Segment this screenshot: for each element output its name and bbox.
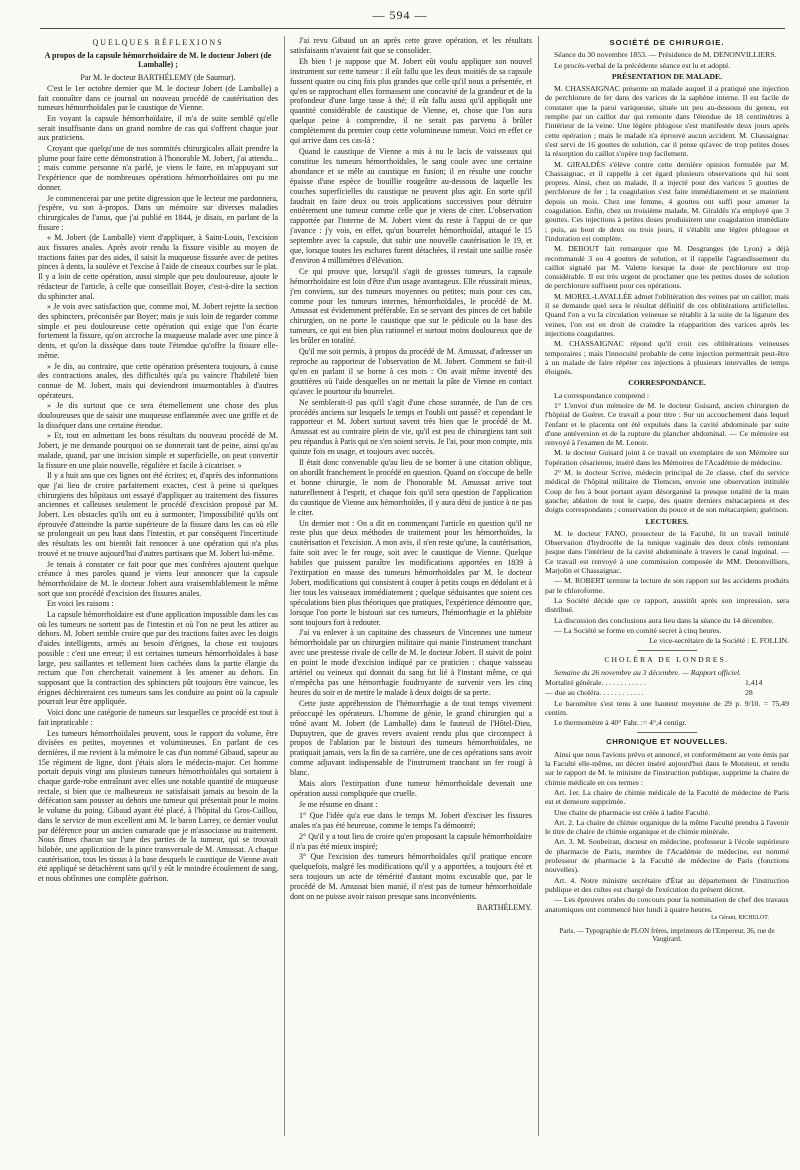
paragraph: En voyant la capsule hémorrhoïdaire, il m'a de suite semblé qu'elle serait insuffisante dans un grand nombre de cas qui s'offrent chaque jour aux praticiens. <box>38 113 278 143</box>
paragraph: La correspondance comprend : <box>554 390 649 400</box>
paragraph: M. le docteur Guisard joint à ce travail un exemplaire de son Mémoire sur l'opération césarienne, inséré dans les Mémoires de l'Académie de médecine. <box>545 448 789 467</box>
paragraph: Le baromètre s'est tenu à une hauteur moyenne de 29 p. 9/10. = 75,49 centim. <box>545 698 789 717</box>
paragraph: M. GIRALDÈS s'élève contre cette dernière opinion formulée par M. Chassaignac, et il rappelle à cet égard plusieurs observations qui lui sont propres. Ainsi, chez un malade, il a injecté pour des varices 5 gouttes de perchlorure de fer ; la coagulation s'est faite immédiatement et se maintient depuis un mois. Chez une femme, 4 gouttes ont suffi pour amener la coagulation. Enfin, chez un troisième malade, M. Giraldès n'a employé que 3 gouttes. Ces injections à petites doses produisirent une coagulation immédiate ; puis, au bout de deux ou trois jours, il s'établit une légère phlogose et l'induration est complète. <box>545 159 789 243</box>
paragraph: M. MOREL-LAVALLÉE admet l'oblitération des veines par un caillot; mais il se demande quel sera le résultat définitif de ces oblitérations artificielles. Quand l'on a vu la circulation veineuse se rétablir à la suite de la ligature des veines, l'on est en droit de craindre la réapparition des varices après les injections coagulantes. <box>545 291 789 338</box>
paragraph: — La Société se forme en comité secret à cinq heures. <box>554 625 722 635</box>
section-rule <box>637 732 697 733</box>
paragraph: Je tenais à constater ce fait pour que mes confrères ajoutent quelque créance à mes paroles quand je viens leur annoncer que la capsule hémorrhoïdaire de M. le docteur Jobert aura vraisemblablement le même sort que son procédé d'excision des fissures anales. <box>38 559 278 598</box>
column-1 <box>38 36 278 1144</box>
section-heading-presentation: PRÉSENTATION DE MALADE. <box>611 71 723 81</box>
paragraph: Il y a huit ans que ces lignes ont été écrites; et, d'après des informations que j'ai lieu de croire parfaitement exactes, c'est à peine si quelques chirurgiens des hôpitaux ont essayé d'appliquer au traitement des fissures anciennes et calleuses seulement le procédé d'excision proposé par M. Jobert. Les obstacles qu'ils ont eu à surmonter, l'impossibilité qu'ils ont éprouvée d'atteindre la partie supérieure de la fissure dans les cas où elle se prolongeait un peu haut dans l'intestin, et par conséquent l'incertitude des résultats les ont bientôt fait renoncer à une opération qui n'a plus trouvé et ne trouve aujourd'hui d'autres partisans que M. Jobert lui-même. <box>38 471 278 558</box>
paragraph: Ainsi que nous l'avions prévu et annoncé, et conformément au vote émis par la Faculté elle-même, un décret inséré aujourd'hui dans le Moniteur, et rendu sur le rapport de M. le ministre de l'instruction publique, supprime la chaire de chimie médicale en ces termes : <box>545 749 789 787</box>
paragraph: Quand le caustique de Vienne a mis à nu le lacis de vaisseaux qui constitue les tumeurs hémorrhoïdales, le sang coule avec une certaine abondance et se mêle au caustique en fusion; il en résulte une couche épaisse d'une espèce de bouillie rougeâtre au-dessous de laquelle les couches superficielles du caustique ne peuvent plus agir. En sorte qu'il faudrait en faire deux ou trois applications successives pour détruire entièrement une tumeur comme celle que je viens de citer. L'observation rapportée par l'interne de M. Jobert vient du reste à l'appui de ce que j'avance : j'y vois, en effet, qu'un bourrelet hémorrhoïdal, attaqué le 15 septembre avec la capsule, dut subir une nouvelle cautérisation le 19, et que, lorsque toutes les eschares furent détachées, il restait une saillie rosée d'environ 4 millimètres d'élévation. <box>290 146 532 265</box>
paragraph: 1° Que l'idée qu'a eue dans le temps M. Jobert d'exciser les fissures anales n'a pas été heureuse, comme le temps l'a démontré; <box>290 810 532 830</box>
paragraph: « M. Jobert (de Lamballe) vient d'appliquer, à Saint-Louis, l'excision aux fissures anales. Après avoir rendu la fissure visible au moyen de tractions faites par des aides, il saisit la muqueuse fissurée avec de petites pinces à dents, la soulève et l'excise à l'aide de ciseaux courbes sur le plat. Il y a loin de cette opération, aussi simple que peu douloureuse, ajoute le rédacteur de l'article, à celle que conseillait Boyer, c'est-à-dire la section du sphincter anal. <box>38 233 278 301</box>
paragraph: » Je dis surtout que ce sera éternellement une chose des plus douloureuses que de saisir une muqueuse enflammée avec une griffe et de la disséquer dans une certaine étendue. <box>38 401 278 430</box>
column-2 <box>290 36 532 1144</box>
stats-value: 1,414 <box>745 678 763 687</box>
paragraph: Croyant que quelqu'une de nos sommités chirurgicales allait prendre la plume pour faire cette démonstration à l'honorable M. Jobert, j'ai attendu... ; mais comme personne n'a parlé, je viens le faire, en m'appuyant sur l'expérience que de nombreuses opérations hémorrhoïdaires ont pu me donner. <box>38 144 278 192</box>
paragraph: Je commencerai par une petite digression que le lecteur me pardonnera, j'espère, vu son à-propos. Dans un mémoire sur diverses maladies chirurgicales de l'anus, que j'ai publié en 1844, je disais, en parlant de la fissure : <box>38 193 278 232</box>
cholera-heading: CHOLÉRA DE LONDRES. <box>604 655 730 665</box>
article-byline: Par M. le docteur BARTHÉLEMY (de Saumur). <box>80 73 236 83</box>
paragraph: — M. ROBERT termine la lecture de son rapport sur les accidents produits par le chloroforme. <box>545 576 789 595</box>
paragraph: Ne semblerait-il pas qu'il s'agit d'une chose surannée, de l'un de ces procédés anciens sur lesquels le temps et l'oubli ont passé? et cependant le rapporteur et M. Jobert surtout savent très bien que le procédé de M. Amussat est au contraire plein de vie, qu'il est peu de chirurgiens tant soit peu répandus à Paris qui ne s'en soient servis. Je l'ai, pour mon compte, mis quinze fois en usage, et toujours avec succès. <box>290 397 532 457</box>
paragraph: » Je dis, au contraire, que cette opération présentera toujours, à cause des contractions anales, des difficultés qu'a pu vaincre l'habileté bien connue de M. Jobert, mais qui deviendront insurmontables à d'autres opérateurs. <box>38 361 278 400</box>
paragraph: M. DEBOUT fait remarquer que M. Desgranges (de Lyon) a déjà recommandé 3 ou 4 gouttes de solution, et il rappelle l'agrandissement du caillot signalé par M. Valette lorsque la dose de perchlorure est trop considérable. Il est très urgent de proclamer que les petites doses de solution de perchlorure suffisent pour ces opérations. <box>545 244 789 291</box>
news-heading: CHRONIQUE ET NOUVELLES. <box>606 737 728 747</box>
article-heading: QUELQUES RÉFLEXIONS <box>92 38 224 47</box>
section-heading-correspondance: CORRESPONDANCE. <box>628 378 706 388</box>
stats-row <box>545 688 789 697</box>
stats-value: 28 <box>745 688 753 698</box>
column-divider-2 <box>538 36 539 1136</box>
paragraph: » Et, tout en admettant les bons résultats du nouveau procédé de M. Jobert, je me demande pourquoi on se donnerait tant de peine, ainsi qu'au malade, quand, par une incision simple et superficielle, on peut convertir la fissure en une plaie nouvelle, régulière et facile à cicatriser. » <box>38 431 278 470</box>
paragraph: La capsule hémorrhoïdaire est d'une application impossible dans les cas où les tumeurs ne sortent pas de l'intestin et où l'on ne peut les attirer au dehors. M. Jobert semble croire que par des tractions faites avec les doigts d'aides intelligents, armés au besoin d'érignes, la chose est toujours possible : c'est une erreur; il est certaines tumeurs hémorrhoïdales à base large, peu saillantes et tellement bien cachées dans la partie élargie du rectum que l'on chercherait vainement à les amener au dehors. En supposant que la contraction des sphincters pût toujours être vaincue, les érignes déchireraient ces tumeurs sans les conduire au point où la capsule pourrait leur être appliquée. <box>38 610 278 707</box>
paragraph: M. CHASSAIGNAC présente un malade auquel il a pratiqué une injection de perchlorure de fer dans des varices de la saphène interne. Il est facile de constater que la paroi variqueuse, située un peu au-dessous du genou, est remplie par un caillot dur qui remonte dans l'étendue de 18 centimètres à l'intérieur de la veine. Une légère phlogose s'est manifestée deux jours après cette opération ; mais le malade n'a éprouvé aucun accident. M. Chassaignac s'est servi de 16 gouttes de solution, car il pense qu'avec de trop petites doses la résorption du caillot s'opère trop facilement. <box>545 84 789 159</box>
paragraph: 1° L'envoi d'un mémoire de M. le docteur Guisard, ancien chirurgien de l'hôpital de Guéret. Ce travail a pour titre : Sur un accouchement dans lequel l'enfant et le placenta ont été expulsés dans la cavité abdominale par suite d'une antéversion et de la rupture du plancher abdominal. — Ce mémoire est renvoyé à l'examen de M. Lenoir. <box>545 400 789 448</box>
article-subheading: A propos de la capsule hémorrhoïdaire de M. le docteur Jobert (de Lamballe) ; <box>44 50 272 70</box>
paragraph: Eh bien ! je suppose que M. Jobert eût voulu appliquer son nouvel instrument sur cette tumeur : il eût fallu que les deux moitiés de sa capsule fussent quatre ou cinq fois plus grandes que celle qu'il nous a présentée, et qu'en se rapprochant elles formassent une concavité de la grandeur et de la profondeur d'une large tasse à thé; il eût fallu aussi qu'il appliquât une quantité considérable de caustique de Vienne, et, chose que l'on aura quelque peine à comprendre, il ne serait pas parvenu à brûler complètement du premier coup cette volumineuse tumeur. Voici en effet ce qui arrive dans ces cas-là : <box>290 56 532 146</box>
secretary-signature: Le vice-secrétaire de la Société : E. FOLLIN. <box>649 636 789 646</box>
paragraph: 3° Que l'excision des tumeurs hémorrhoïdales qu'il pratique encore quelquefois, malgré les modifications qu'il y a apportées, a toujours été et sera toujours un acte de témérité d'autant moins excusable que, par le procédé de M. Amussat bien manié, il n'est pas de tumeur hémorrhoïdale dont on ne puisse avoir raison presque sans inconvénients. <box>290 852 532 902</box>
paragraph: Art. 3. M. Soubeiran, docteur en médecine, professeur à l'école supérieure de pharmacie de Paris, membre de l'Académie de médecine, est nommé professeur de pharmacie à la Faculté de médecine de Paris (fonctions nouvelles). <box>545 837 789 875</box>
column-3 <box>545 36 789 1144</box>
section-heading-lectures: LECTURES. <box>645 516 689 526</box>
paragraph: Qu'il me soit permis, à propos du procédé de M. Amussat, d'adresser un reproche au rapporteur de l'observation de M. Jobert. Comment se fait-il qu'en en parlant il se borne à ces mots : On avait même inventé des gouttières où l'aide desquelles on ne mettait la pâte de Vienne en contact qu'avec le pourtour du bourrelet. <box>290 347 532 396</box>
paragraph: » Je vois avec satisfaction que, comme moi, M. Jobert rejette la section des sphincters, préconisée par Boyer; mais je suis loin de regarder comme simple et peu douloureuse cette opération qui exige que l'on écarte fortement la fissure, qu'on accroche la muqueuse malade avec une pince à dents, et qu'on la dissèque dans toute l'étendue qu'offre la fissure elle-même. <box>38 302 278 360</box>
paragraph: Le procès-verbal de la précédente séance est lu et adopté. <box>554 60 731 70</box>
gerant-line: Le Gérant, RICHELOT. <box>711 914 769 921</box>
paragraph: Voici donc une catégorie de tumeurs sur lesquelles ce procédé est tout à fait inpraticable : <box>38 708 278 727</box>
page-number: — 594 — <box>372 8 428 22</box>
top-rule <box>40 28 785 29</box>
stats-row <box>545 678 789 687</box>
paragraph: J'ai revu Gibaud un an après cette grave opération, et les résultats satisfaisants n'avaient fait que se consolider. <box>290 36 532 55</box>
paragraph: J'ai vu enlever à un capitaine des chasseurs de Vincennes une tumeur hémorrhoïdale par un chirurgien militaire qui manie l'instrument tranchant avec une prestesse rivale de celle de M. le docteur Jobert. Il suivit de point en point le mode d'excision indiqué par ce praticien : chaque vaisseau artériel ou veineux qui donnait du sang fut lié à l'instant même, ce qui n'empêcha pas une hémorrhagie foudroyante de survenir vers les cinq heures du soir et de mettre le malade à deux doigts de sa perte. <box>290 628 532 697</box>
paragraph: Ce qui prouve que, lorsqu'il s'agit de grosses tumeurs, la capsule hémorrhoïdaire est loin d'être d'un usage avantageux. Elle réussirait mieux, j'en conviens, sur des tumeurs moyennes ou petites; mais pour ces cas, comme pour les tumeurs internes, hémorrhoïdales, le procédé de M. Amussat est évidemment préférable. En se servant des pinces de cet habile chirurgien, on ne porte le caustique que sur le pédicule ou la base des tumeurs, ce qui est bien plus rationnel et surtout moins douloureux que de les brûler en totalité. <box>290 266 532 346</box>
stats-label: Mortalité générale. . . . . . . . . . . . <box>545 678 646 687</box>
paragraph: Je me résume en disant : <box>299 799 378 809</box>
paragraph: Les tumeurs hémorrhoïdales peuvent, sous le rapport du volume, être divisées en petites, moyennes et volumineuses. En parlant de ces dernières, il me revient à la mémoire le cas d'un nommé Gibaud, sapeur au 15e régiment de ligne, dont j'étais alors le médecin-major. Cet homme portait depuis vingt ans plusieurs tumeurs hémorrhoïdales qui sortaient à chaque garde-robe entraînant avec elles une notable quantité de muqueuse rectale, si bien que ce malheureux ne satisfaisait jamais au besoin de la défécation sans pousser au dehors une tumeur qui présentait pour le moins le volume du poing. Gibaud ayant été placé, à l'hôpital du Gros-Caillou, dans le service de mon excellent ami M. le baron Larrey, ce dernier voulut par déférence pour un ancien camarade que je m'associasse au traitement. Nous fîmes chacun sur l'une des parties de la tumeur, qui se trouvait bilobée, une application de la pince transversale de M. Amussat. A chaque cautérisation, tous les tissus à la base desquels le caustique de Vienne avait été appliqué se détachèrent sans qu'il y eût le moindre écoulement de sang, et nous obtînmes une complète guérison. <box>38 728 278 884</box>
paragraph: Art. 4. Notre ministre secrétaire d'État au département de l'instruction publique et des cultes est chargé de l'exécution du présent décret. <box>545 875 789 894</box>
paragraph: Art. 2. La chaire de chimie organique de la même Faculté prendra à l'avenir le titre de chaire de chimie organique et de chimie minérale. <box>545 817 789 837</box>
paragraph: Une chaire de pharmacie est créée à ladite Faculté. <box>554 807 711 817</box>
paragraph: M. CHASSAIGNAC répond qu'il croit ces oblitérations veineuses temporaires ; mais l'innocuité probable de cette injection permettrait peut-être à un malade de faire répéter ces injections à plusieurs intervalles de temps éloignés. <box>545 339 789 377</box>
paragraph: Il était donc convenable qu'au lieu de se borner à une citation oblique, on abordât franchement le procédé en question. Quand on s'occupe de belle et bonne chirurgie, le nom de l'honorable M. Amussat arrive tout naturellement à l'esprit, et chaque fois qu'il sera question de l'application du caustique de Vienne aux hémorrhoïdes, il y aura déni de justice à ne pas le citer. <box>290 458 532 517</box>
society-heading: SOCIÉTÉ DE CHIRURGIE. <box>609 38 725 47</box>
paragraph: — Les épreuves orales du concours pour la nomination de chef des travaux anatomiques ont commencé hier lundi à quatre heures. <box>545 895 789 914</box>
article-signature: BARTHÉLEMY. <box>476 902 532 912</box>
paragraph: Cette juste appréhension de l'hémorrhagie a de tout temps vivement préoccupé les opérateurs. L'homme de génie, le grand chirurgien qui a trôné avant M. Jobert (de Lamballe) dans le fauteuil de l'Hôtel-Dieu, Dupuytren, que de graves revers avaient rendu plus que circonspect à propos de l'ablation par le bistouri des tumeurs hémorrhoïdales, ne pratiquait jamais, vers la fin de sa carrière, une de ces opérations sans avoir comme adjuvant indispensable de l'instrument tranchant un fer rougi à blanc. <box>290 698 532 778</box>
printer-imprint: Paris. — Typographie de PLON frères, imprimeurs de l'Empereur, 36, rue de Vaugirard. <box>559 926 775 944</box>
cholera-intro: Semaine du 26 novembre au 3 décembre. — Rapport officiel. <box>554 667 742 677</box>
paragraph: Mais alors l'extirpation d'une tumeur hémorrhoïdale devenait une opération aussi compliquée que cruelle. <box>290 779 532 798</box>
stats-label: — due au choléra. . . . . . . . . . . . <box>545 688 644 698</box>
paragraph: Le thermomètre à 40° Fahr. := 4°,4 centigr. <box>554 718 687 728</box>
paragraph: C'est le 1er octobre dernier que M. le docteur Jobert (de Lamballe) a fait connaître dans ce journal un nouveau procédé de cautérisation des tumeurs hémorrhoïdales par le caustique de Vienne. <box>38 83 278 113</box>
paragraph: Un dernier mot : On a dit en commençant l'article en question qu'il ne reste plus que deux méthodes de traitement pour les hémorrhoïdes, la cautérisation et l'excision. A mon avis, il n'en reste qu'une, la cautérisation, faite soit avec le fer rouge, soit avec le caustique de Vienne. Quelque habiles que puissent paraître les modifications apportées en 1839 à l'extirpation en masse des tumeurs hémorrhoïdales par M. le docteur Jobert, modifications qui consistent à couper à petits coups en dédolant et à lier tous les vaisseaux immédiatement ; quelque séduisantes que soient ces spéculations bien plus théoriques que pratiques, l'expérience démontre que, lorsque l'on porte le bistouri sur ces tumeurs, l'hémorrhagie et la phlébite sont toujours fort à redouter. <box>290 518 532 627</box>
paragraph: M. le docteur FANO, prosecteur de la Faculté, lit un travail intitulé Observation d'hydrocèle de la tunique vaginale des deux côtés remontant jusque dans l'intérieur de la cavité abdominale à travers le canal inguinal. — Ce travail est renvoyé à une commission composée de MM. Denonvilliers, Marjolin et Chassaignac. <box>545 528 789 576</box>
paragraph: En voici les raisons : <box>47 599 114 609</box>
paragraph: 2° Qu'il y a tout lieu de croire qu'en proposant la capsule hémorrhoïdaire il n'a pas été mieux inspiré; <box>290 831 532 851</box>
paragraph: 2° M. le docteur Scrive, médecin principal de 2e classe, chef du service médical de l'hôpital militaire de Tlemcen, envoie une observation intitulée Coup de feu à bout portant ayant désorganisé la presque totalité de la main gauche; ablation de tout le carpe, des quatre derniers métacarpiens et des doigts correspondants ; conservation du pouce et de son métacarpien; guérison. <box>545 468 789 515</box>
paragraph: La Société décide que ce rapport, aussitôt après son impression, sera distribué. <box>545 595 789 615</box>
paragraph: La discussion des conclusions aura lieu dans la séance du 14 décembre. <box>554 615 774 625</box>
column-divider-1 <box>284 36 285 1136</box>
section-rule <box>637 650 697 651</box>
session-line: Séance du 30 novembre 1853. — Présidence de M. DENONVILLIERS. <box>554 50 777 60</box>
paragraph: Art. 1er. La chaire de chimie médicale de la Faculté de médecine de Paris est et demeure supprimée. <box>545 787 789 807</box>
